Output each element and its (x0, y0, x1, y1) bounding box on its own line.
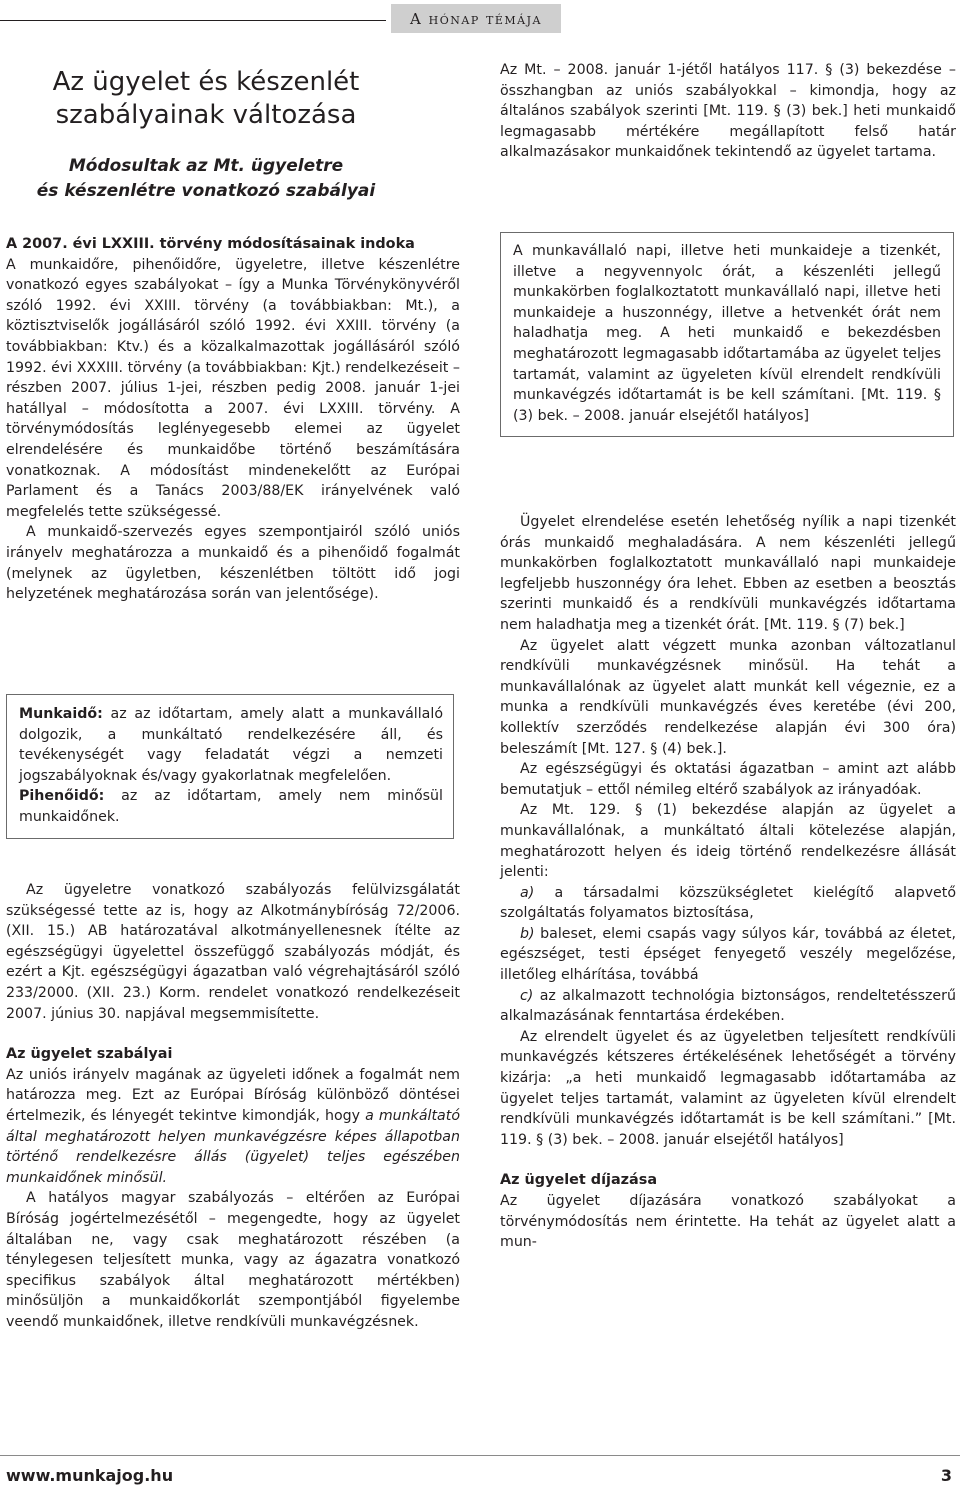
term-munkaido: Munkaidő: (19, 706, 103, 722)
section-heading-ugyelet-szabalyai: Az ügyelet szabályai (6, 1046, 173, 1063)
paragraph: Az Mt. 129. § (1) bekezdése alapján az ügyelet a munkavállalónak, a munkáltató általi kötelezése alapján, meghatározott helyen és ideig történő rendelkezésre állását jelenti: (500, 802, 956, 881)
subtitle-line-2: és készenlétre vonatkozó szabályai (36, 181, 376, 201)
term-pihenoido: Pihenőidő: (19, 788, 105, 805)
section-heading-dijazasa: Az ügyelet díjazása (500, 1172, 658, 1189)
paragraph: Az ügyeletre vonatkozó szabályozás felülvizsgálatát szükségessé tette az is, hogy az Alkotmánybíróság 72/2006. (XII. 15.) AB határozatával alkotmányellenesnek ítélte az egészségügyi ügyelettel összefüggő szabályozás módját, és ezért a Kjt. egészségügyi ágazatban való végrehajtásáról szóló 233/2000. (XII. 23.) Korm. rendelet vonatkozó rendelkezéseit 2007. június 30. napjával megsemmisítette. (6, 882, 460, 1022)
list-item-a (500, 883, 956, 924)
list-label: c) (520, 987, 534, 1004)
paragraph (6, 1065, 460, 1189)
page-number: 3 (940, 1466, 952, 1485)
quote-box: A munkavállaló napi, illetve heti munkaideje a tizenkét, illetve a negyvennyolc órát, a készenléti jellegű munkakörben foglalkoztatott munkavállaló napi, illetve heti munkaideje a huszonnégy, illetve a hetvenkét órát nem haladhatja meg. A heti munkaidő e bekezdésben meghatározott legmagasabb időtartamába az ügyelet teljes tartamát, valamint az ügyeleten kívül elrendelt rendkívüli munkavégzés időtartamát is be kell számítani. [Mt. 119. § (3) bek. – 2008. január elsejétől hatályos] (500, 232, 954, 437)
list-label: a) (520, 884, 535, 901)
section-heading-indoka: A 2007. évi LXXIII. törvény módosításainak indoka (6, 236, 415, 252)
header-rule (0, 20, 386, 21)
footer-url: www.munkajog.hu (6, 1466, 174, 1485)
section-tag: A hónap témája (391, 4, 561, 33)
footer-rule (0, 1455, 960, 1456)
list-label: b) (520, 925, 535, 942)
list-item-c (500, 986, 956, 1027)
article-subtitle (6, 154, 406, 204)
right-column-top (500, 60, 956, 163)
left-column-top (6, 234, 460, 605)
left-column-bottom (6, 880, 460, 1332)
paragraph: A munkaidőre, pihenőidőre, ügyeletre, illetve készenlétre vonatkozó egyes szabályokat – így a Munka Törvénykönyvéről szóló 1992. évi XXIII. törvény (a továbbiakban: Mt.), a köztisztviselők jogállásáról szóló 1992. évi XXIII. törvény (a továbbiakban: Ktv.) és a közalkalmazottak jogállásáról szóló 1992. évi XXXIII. törvény (a továbbiakban: Kjt.) rendelkezéseit – részben 2007. július 1-jei, részben pedig 2008. január 1-jei hatállyal – módosította a 2007. évi LXXIII. törvény. A törvénymódosítás leglényegesebb elemei az ügyelet elrendelésére és munkaidőbe történő beszámítására vonatkoznak. A módosítást mindenekelőtt az Európai Parlament és a Tanács 2003/88/EK irányelvének való megfelelés tette szükségessé. (6, 256, 460, 520)
definition-pihenoido: az az időtartam, amely nem minősül munkaidőnek. (19, 788, 443, 825)
paragraph: Az ügyelet díjazására vonatkozó szabályokat a törvénymódosítás nem érintette. Ha tehát az ügyelet alatt a mun- (500, 1193, 956, 1251)
list-item-b (500, 924, 956, 986)
definition-munkaido: az az időtartam, amely alatt a munkavállaló dolgozik, a munkáltató rendelkezésére áll, és tevékenységét vagy feladatát végzi a nemzeti jogszabályoknak és/vagy gyakorlatnak megfelelően. (19, 706, 443, 784)
paragraph: Az elrendelt ügyelet és az ügyeletben teljesített rendkívüli munkavégzés kétszeres értékelésének lehetőségét a törvény kizárja: „a heti munkaidő legmagasabb időtartamába az ügyelet teljes tartamát, valamint az ügyeleten kívül elrendelt rendkívüli munkavégzés időtartamát is be kell számítani.” [Mt. 119. § (3) bek. – 2008. január elsejétől hatályos] (500, 1028, 956, 1148)
paragraph-text: Az uniós irányelv magának az ügyeleti időnek a fogalmát nem határozza meg. Ezt az Európai Bíróság különböző döntései értelmezik, és lényegét tekintve kimondják, hogy (6, 1066, 460, 1124)
article-title-block (6, 66, 406, 204)
paragraph: A hatályos magyar szabályozás – eltérően az Európai Bíróság jogértelmezésétől – megengedte, hogy az ügyelet általában ne, vagy csak meghatározott részében (a ténylegesen teljesített munka, vagy az ágazatra vonatkozó specifikus szabályok által meghatározott mértékben) minősüljön a munkaidőkorlát szempontjából figyelembe veendő munkaidőnek, illetve rendkívüli munkavégzésnek. (6, 1190, 460, 1330)
paragraph-emphasis: a munkáltató által meghatározott helyen munkavégzésre képes állapotban történő rendelkezésre állás (ügyelet) teljes egészében munkaidőnek minősül. (6, 1107, 460, 1186)
paragraph: Az ügyelet alatt végzett munka azonban változatlanul rendkívüli munkavégzésnek minősül. Ha tehát a munkavállalónak az ügyelet alatt munkát kell végeznie, ez a munka a rendkívüli munkavégzés éves keretébe (évi 200, kollektív szerződés rendelkezése alapján évi 300 óra) beleszámít [Mt. 127. § (4) bek.]. (500, 637, 956, 757)
list-text: a társadalmi közszükségletet kielégítő alapvető szolgáltatás folyamatos biztosítása, (500, 884, 956, 922)
paragraph: Az egészségügyi és oktatási ágazatban – amint azt alább bemutatjuk – ettől némileg eltérő szabályok az irányadóak. (500, 761, 956, 798)
right-column-bottom (500, 512, 956, 1253)
paragraph: Ügyelet elrendelése esetén lehetőség nyílik a napi tizenkét órás munkaidő meghaladására. A nem készenléti jellegű munkakörben foglalkoztatott munkavállaló napi munkaideje legfeljebb huszonnégy óra lehet. Ebben az esetben a beosztás szerinti munkaidő és a rendkívüli munkavégzés időtartama nem haladhatja meg a tizenkét órát. [Mt. 119. § (7) bek.] (500, 514, 956, 633)
paragraph: A munkaidő-szervezés egyes szempontjairól szóló uniós irányelv meghatározza a munkaidő és a pihenőidő fogalmát (melynek az ügyletben, készenlétben töltött idő jogi helyzetének meghatározása során van jelentősége). (6, 524, 460, 603)
paragraph: Az Mt. – 2008. január 1-jétől hatályos 117. § (3) bekezdése – összhangban az uniós szabályokkal – kimondja, hogy az általános szabályok szerinti [Mt. 119. § (3) bek.] heti munkaidő legmagasabb mértékére megállapított felső határ alkalmazásakor munkaidőnek tekintendő az ügyelet tartama. (500, 62, 956, 161)
definition-box (6, 694, 454, 839)
list-text: az alkalmazott technológia biztonságos, rendeltetésszerű alkalmazásának fenntartása érdekében. (500, 987, 956, 1025)
article-title: Az ügyelet és készenlét szabályainak változása (52, 67, 360, 130)
subtitle-line-1: Módosultak az Mt. ügyeletre (68, 156, 344, 176)
list-text: baleset, elemi csapás vagy súlyos kár, továbbá az életet, egészséget, testi épséget fenyegető veszély megelőzése, illetőleg elhárítása, továbbá (500, 925, 956, 984)
